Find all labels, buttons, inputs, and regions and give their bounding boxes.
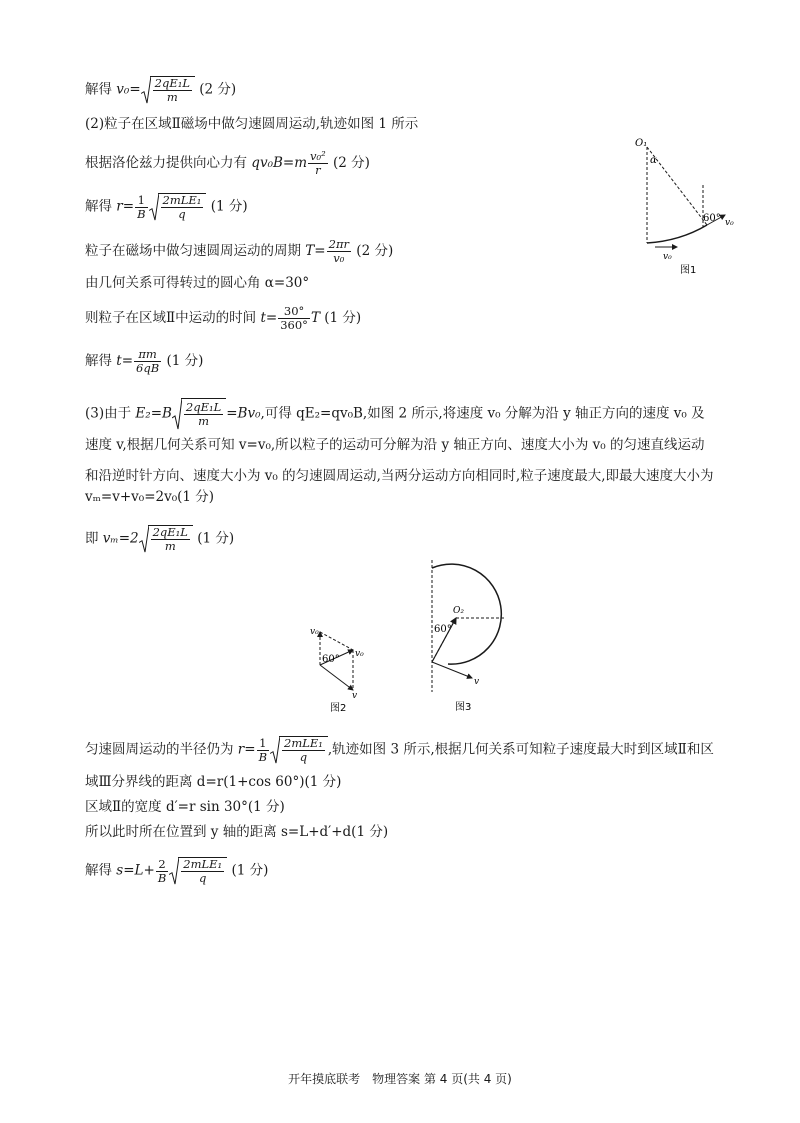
fig1-arc (647, 225, 707, 243)
num: 2mLE₁ (183, 857, 223, 871)
text: 解得 (85, 81, 112, 98)
num: πm (134, 348, 161, 362)
num: 2mLE₁ (162, 193, 202, 207)
text: 解得 (85, 862, 112, 879)
score: (1 分) (210, 198, 248, 215)
text: 解得 (85, 353, 112, 369)
num: 1 (257, 737, 269, 751)
line-4 (85, 193, 248, 221)
den: r (315, 163, 321, 177)
paragraph-3 (85, 398, 717, 492)
figure-2 (300, 620, 390, 715)
num: 2qE₁L (185, 400, 222, 414)
math: vₘ=2 (102, 530, 139, 547)
num: 2 (156, 858, 168, 872)
score: (1 分) (197, 530, 235, 547)
fig1-v0-bottom-label: v₀ (663, 252, 672, 262)
fig3-angle-label: 60° (434, 624, 452, 635)
text: 即 (85, 530, 99, 547)
sqrt (149, 193, 207, 221)
line-14: 所以此时所在位置到 y 轴的距离 s=L+d′+d(1 分) (85, 824, 389, 840)
line-13: 区域Ⅱ的宽度 d′=r sin 30°(1 分) (85, 799, 285, 815)
fig1-caption: 图1 (680, 265, 697, 276)
line-11 (85, 736, 714, 764)
den: m (166, 90, 178, 104)
text: 则粒子在区域Ⅱ中运动的时间 (85, 310, 257, 326)
fig3-o2-label: O₂ (453, 606, 464, 616)
sqrt (270, 736, 328, 764)
den: v₀ (333, 251, 345, 265)
den: B (137, 206, 146, 221)
den: q (178, 207, 186, 221)
text: 匀速圆周运动的半径仍为 (85, 741, 234, 758)
page-footer: 开年摸底联考 物理答案 第 4 页(共 4 页) (288, 1072, 512, 1086)
math: t= (116, 353, 134, 369)
line-12: 域Ⅲ分界线的距离 d=r(1+cos 60°)(1 分) (85, 774, 342, 790)
line-7 (85, 305, 361, 332)
num: 30° (278, 305, 310, 319)
score: (2 分) (199, 81, 237, 98)
figure-1 (625, 135, 745, 280)
score: (1 分) (231, 862, 269, 879)
line-2: (2)粒子在区域Ⅱ磁场中做匀速圆周运动,轨迹如图 1 所示 (85, 116, 419, 132)
den: q (199, 871, 207, 885)
line-vm: vₘ=v+v₀=2v₀(1 分) (85, 489, 215, 505)
num: 2qE₁L (154, 76, 190, 90)
den: m (198, 414, 210, 428)
den: B (258, 749, 268, 764)
math: =Bv₀ (226, 405, 261, 422)
fig2-dashed-top (320, 632, 353, 650)
line-15 (85, 857, 268, 885)
fig2-v-arrow (320, 665, 353, 690)
figure-3 (420, 560, 520, 715)
sqrt (172, 398, 226, 430)
fig1-o1-label: O₁ (635, 138, 648, 149)
math: s=L+ (116, 862, 155, 879)
fig2-caption: 图2 (330, 703, 347, 714)
score: (1 分) (324, 310, 362, 326)
fig2-v-label: v (352, 691, 358, 701)
den: q (299, 750, 308, 764)
num: 1 (135, 194, 147, 208)
fig2-v0-right-label: v₀ (355, 649, 364, 659)
fig1-angle-label: 60° (703, 213, 721, 224)
text: 解得 (85, 198, 112, 215)
score: (2 分) (333, 155, 370, 171)
fig2-angle-label: 60° (322, 654, 340, 665)
fig1-v0-label: v₀ (725, 218, 734, 228)
math: r= (116, 198, 135, 215)
text: ,可得 qE₂=qv₀B,如图 2 所示,将速度 v₀ 分解为沿 y 轴正方向的速度 v₀ 及速度 v,根据几何关系可知 v=v₀,所以粒子的运动可分解为沿 y 轴正方向、速度大小为 v₀ 的匀速直线运动和沿逆时针方向、速度大小为 v₀ 的匀速圆周运动,当两分运动方向相同时,粒子速度最大,即最大速度大小为 (85, 405, 714, 484)
line-8 (85, 348, 203, 375)
line-6: 由几何关系可得转过的圆心角 α=30° (85, 275, 310, 291)
fig3-circle-arc (432, 564, 501, 664)
num: v₀² (310, 149, 326, 163)
line-1 (85, 76, 236, 104)
line-5 (85, 238, 393, 265)
score: (1 分) (166, 353, 204, 369)
line-3 (85, 150, 370, 177)
score: (2 分) (356, 243, 394, 259)
text: 根据洛伦兹力提供向心力有 (85, 155, 247, 171)
den: B (157, 870, 167, 885)
fig1-alpha-label: α (650, 155, 657, 166)
num: 2qE₁L (152, 525, 188, 539)
den: 360° (280, 318, 308, 332)
fig2-v0-top-label: v₀ (310, 627, 319, 637)
line-10 (85, 525, 234, 553)
math: E₂=B (135, 405, 172, 422)
num: 2mLE₁ (284, 736, 323, 750)
num: 2πr (328, 237, 349, 251)
text: 粒子在磁场中做匀速圆周运动的周期 (85, 243, 301, 259)
math: r= (237, 741, 256, 758)
text: ,轨迹如图 3 所示,根据几何关系可知粒子速度最大时到区域Ⅱ和区 (327, 741, 714, 758)
math: T (310, 310, 320, 326)
den: 6qB (136, 361, 160, 375)
sqrt (139, 525, 193, 553)
math: qv₀B=m (251, 155, 308, 171)
sqrt (169, 857, 227, 885)
math: T= (305, 243, 326, 259)
math-v0: v₀= (116, 81, 141, 98)
math: t= (260, 310, 278, 326)
sqrt (141, 76, 195, 104)
fig3-caption: 图3 (455, 702, 472, 713)
den: m (164, 539, 176, 553)
text: (3)由于 (85, 405, 132, 422)
fig3-v-label: v (474, 677, 480, 687)
